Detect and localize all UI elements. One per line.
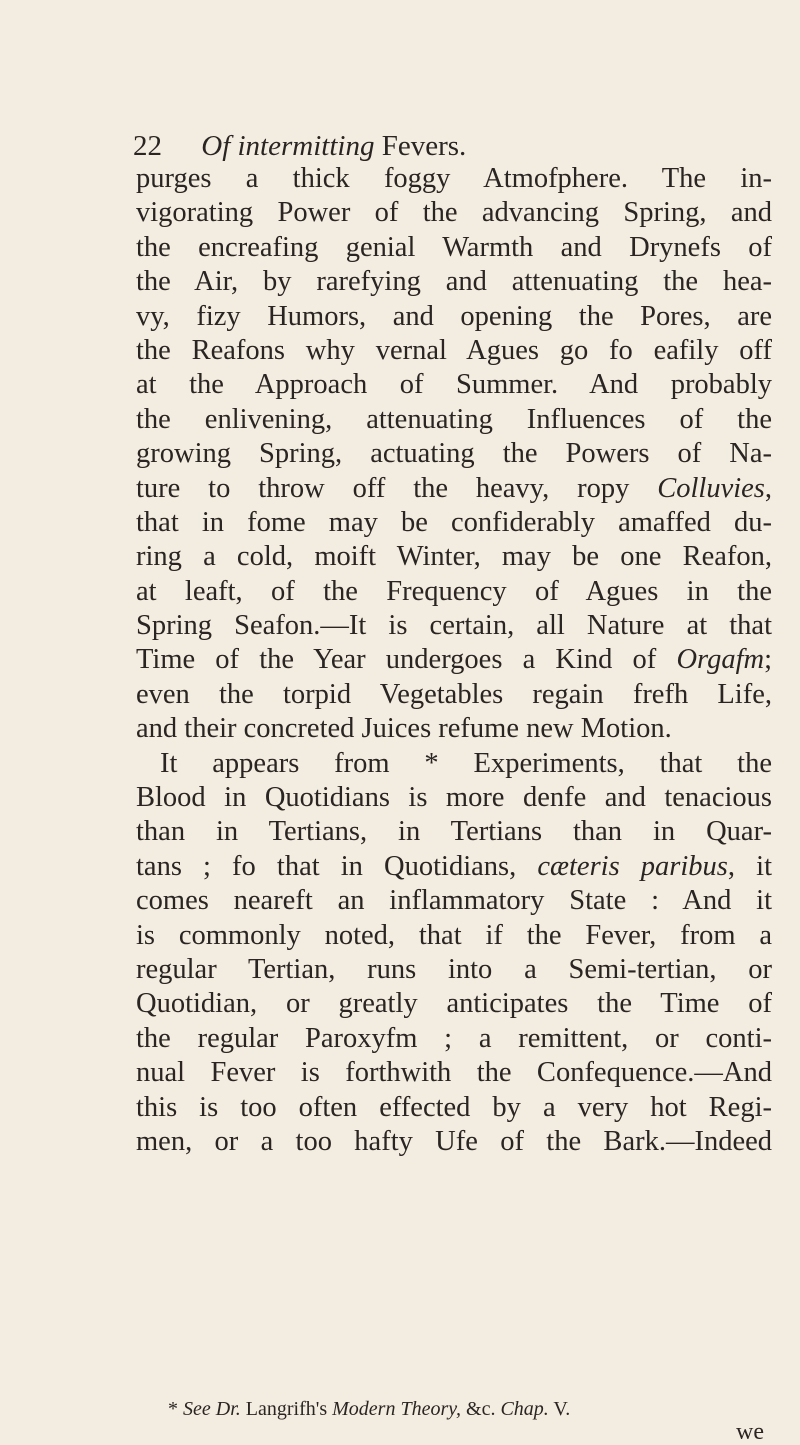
text-segment: ring a cold, moift Winter, may be one Reafon, xyxy=(136,541,772,573)
text-line xyxy=(136,300,772,334)
text-line xyxy=(136,1022,772,1056)
italic-phrase: Colluvies xyxy=(657,472,765,504)
footnote-segment: See Dr. xyxy=(183,1398,241,1420)
text-line xyxy=(136,1091,772,1125)
text-segment: the encreafing genial Warmth and Drynefs of xyxy=(136,231,772,263)
text-segment: ture to throw off the heavy, ropy xyxy=(136,472,658,504)
text-line xyxy=(136,643,772,677)
footnote xyxy=(168,1396,768,1422)
text-segment: and their concreted Juices refume new Motion. xyxy=(136,713,672,745)
text-segment: even the torpid Vegetables regain frefh Life, xyxy=(136,678,772,710)
text-segment: the Reafons why vernal Agues go fo eafily off xyxy=(136,334,772,366)
footnote-segment: * xyxy=(168,1398,183,1420)
text-segment: the enlivening, attenuating Influences of the xyxy=(136,403,772,435)
text-line xyxy=(136,506,772,540)
text-segment: regular Tertian, runs into a Semi-tertian, or xyxy=(136,953,772,985)
text-line xyxy=(136,815,772,849)
text-line xyxy=(136,678,772,712)
footnote-segment: V. xyxy=(548,1398,571,1420)
catchword: we xyxy=(736,1419,764,1445)
text-line xyxy=(136,403,772,437)
text-segment: Time of the Year undergoes a Kind of xyxy=(136,644,677,676)
header-title-italic: Of intermitting xyxy=(201,130,375,162)
text-line xyxy=(136,987,772,1021)
text-segment: comes neareft an inflammatory State : And it xyxy=(136,885,772,917)
text-segment: at the Approach of Summer. And probably xyxy=(136,369,772,401)
text-segment: Blood in Quotidians is more denfe and tenacious xyxy=(136,782,772,814)
text-segment: vy, fizy Humors, and opening the Pores, are xyxy=(136,300,772,332)
italic-phrase: cæteris paribus xyxy=(537,850,728,882)
text-line xyxy=(136,265,772,299)
text-line xyxy=(136,1125,772,1159)
text-segment: tans ; fo that in Quotidians, xyxy=(136,850,538,882)
footnote-segment: &c. xyxy=(461,1398,501,1420)
text-line xyxy=(136,196,772,230)
text-line xyxy=(136,609,772,643)
page-number: 22 xyxy=(133,130,162,162)
running-header xyxy=(133,128,773,164)
text-line xyxy=(136,162,772,196)
text-line xyxy=(136,919,772,953)
header-title-roman: Fevers. xyxy=(381,130,467,162)
text-line xyxy=(136,334,772,368)
text-line xyxy=(136,368,772,402)
text-segment: at leaft, of the Frequency of Agues in the xyxy=(136,575,772,607)
text-segment: that in fome may be confiderably amaffed du- xyxy=(136,506,772,538)
text-line xyxy=(136,472,772,506)
text-line xyxy=(136,884,772,918)
body-text xyxy=(136,162,772,1159)
text-segment: Spring Seafon.—It is certain, all Nature at that xyxy=(136,610,772,642)
text-segment: the Air, by rarefying and attenuating the hea- xyxy=(136,266,772,298)
text-segment: this is too often effected by a very hot Regi- xyxy=(136,1091,772,1123)
text-line xyxy=(136,850,772,884)
footnote-segment: Chap. xyxy=(500,1398,549,1420)
text-line xyxy=(136,712,772,746)
text-segment: than in Tertians, in Tertians than in Quar- xyxy=(136,816,772,848)
text-segment: vigorating Power of the advancing Spring, and xyxy=(136,197,772,229)
text-line xyxy=(136,1056,772,1090)
text-line xyxy=(136,231,772,265)
text-segment: It appears from * Experiments, that the xyxy=(160,747,772,779)
text-line xyxy=(136,747,772,781)
footnote-segment: Langrifh's xyxy=(240,1398,333,1420)
text-line xyxy=(136,781,772,815)
text-line xyxy=(136,953,772,987)
text-segment: growing Spring, actuating the Powers of Na- xyxy=(136,438,772,470)
text-segment: nual Fever is forthwith the Confequence.—And xyxy=(136,1057,772,1089)
footnote-segment: Modern Theory, xyxy=(332,1398,462,1420)
text-segment: , it xyxy=(727,850,772,882)
text-segment: men, or a too hafty Ufe of the Bark.—Indeed xyxy=(136,1125,772,1157)
text-segment: the regular Paroxyfm ; a remittent, or conti- xyxy=(136,1022,772,1054)
text-segment: , xyxy=(764,472,772,504)
text-segment: Quotidian, or greatly anticipates the Time of xyxy=(136,988,772,1020)
text-segment: ; xyxy=(764,644,772,676)
italic-phrase: Orgafm xyxy=(676,644,765,676)
text-segment: purges a thick foggy Atmofphere. The in- xyxy=(136,163,772,194)
text-segment: is commonly noted, that if the Fever, from a xyxy=(136,919,772,951)
text-line xyxy=(136,575,772,609)
text-line xyxy=(136,437,772,471)
text-line xyxy=(136,540,772,574)
